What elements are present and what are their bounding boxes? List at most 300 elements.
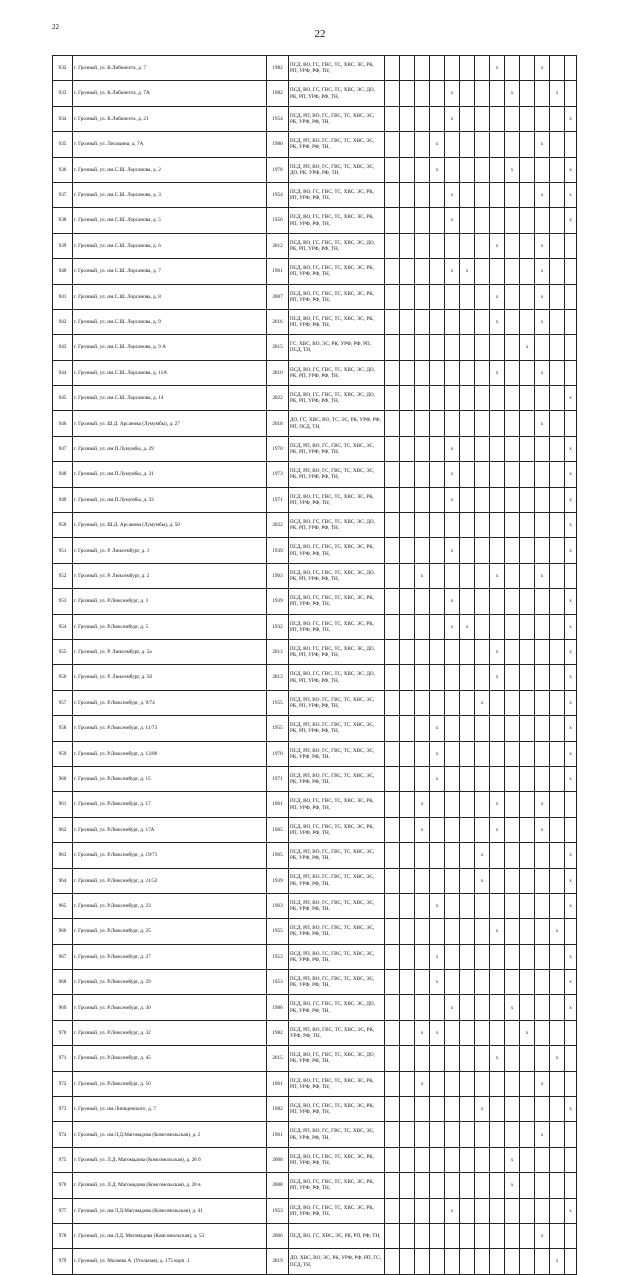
mark-cell (520, 538, 535, 563)
mark-cell (490, 157, 505, 182)
mark-cell (460, 690, 475, 715)
year-cell: 1978 (267, 157, 289, 182)
mark-cell (520, 309, 535, 334)
mark-cell (505, 208, 520, 233)
mark-cell (505, 868, 520, 893)
mark-cell (385, 1223, 400, 1248)
mark-cell (475, 1223, 490, 1248)
year-cell: 2007 (267, 284, 289, 309)
mark-cell (505, 309, 520, 334)
works-list-cell: ПСД, ВО, ГС, ГВС, ТС, ХВС, ЭС, РК, РП, УРФ, РФ, ТН, (289, 56, 385, 81)
address-cell: г. Грозный, ул. Р.Люксембург, д. 17А (73, 817, 267, 842)
works-list-cell: ПСД, ВО, ГС, ГВС, ТС, ХВС, ЭС, ДО, РК, РП, УРФ, РФ, ТН, (289, 639, 385, 664)
mark-cell (430, 1147, 445, 1172)
mark-cell (520, 589, 535, 614)
mark-cell (430, 335, 445, 360)
mark-cell (430, 1223, 445, 1248)
mark-cell (490, 487, 505, 512)
works-list-cell: ПСД, ВО, ГС, ХВС, ЭС, РК, РП, РФ, ТН, (289, 1223, 385, 1248)
address-cell: г. Грозный, ул. им.С.Ш. Лорсанова, д. 8 (73, 284, 267, 309)
mark-cell (490, 995, 505, 1020)
mark-cell (535, 487, 550, 512)
mark-cell (400, 919, 415, 944)
mark-cell (535, 919, 550, 944)
mark-cell (445, 563, 460, 588)
mark-cell (535, 893, 550, 918)
mark-cell (460, 639, 475, 664)
mark-cell (385, 843, 400, 868)
mark-cell (565, 284, 577, 309)
mark-cell (490, 259, 505, 284)
mark-cell (430, 1071, 445, 1096)
row-number: 965 (53, 893, 73, 918)
year-cell: 1956 (267, 208, 289, 233)
mark-cell (535, 513, 550, 538)
mark-cell: x (490, 919, 505, 944)
year-cell: 1986 (267, 995, 289, 1020)
mark-cell (505, 639, 520, 664)
mark-cell: x (565, 1198, 577, 1223)
mark-cell (385, 1173, 400, 1198)
mark-cell: x (535, 284, 550, 309)
mark-cell (535, 538, 550, 563)
mark-cell (535, 944, 550, 969)
mark-cell (565, 792, 577, 817)
mark-cell (550, 386, 565, 411)
address-cell: г. Грозный, ул. К.Либкнехта, д. 21 (73, 106, 267, 131)
mark-cell (460, 132, 475, 157)
works-list-cell: ПСД, ВО, ГС, ГВС, ТС, ХВС, ЭС, ДО, РК, РП, УРФ, РФ, ТН, (289, 665, 385, 690)
works-list-cell: ПСД, РП, ВО, ГС, ГВС, ТС, ХВС, ЭС, ДО, РК, УРФ, РФ, ТН, (289, 157, 385, 182)
row-number: 933 (53, 81, 73, 106)
mark-cell (385, 411, 400, 436)
mark-cell: x (565, 868, 577, 893)
mark-cell (430, 1198, 445, 1223)
mark-cell (475, 487, 490, 512)
mark-cell (565, 56, 577, 81)
mark-cell (400, 1097, 415, 1122)
mark-cell: x (430, 157, 445, 182)
row-number: 932 (53, 56, 73, 81)
mark-cell (400, 665, 415, 690)
mark-cell (490, 589, 505, 614)
mark-cell: x (535, 132, 550, 157)
mark-cell (565, 1147, 577, 1172)
mark-cell (415, 157, 430, 182)
mark-cell: x (445, 462, 460, 487)
works-list-cell: ПСД, ВО, ГС, ГВС, ТС, ХВС, ЭС, РК, РП, УРФ, РФ, ТН, (289, 487, 385, 512)
mark-cell: x (535, 1122, 550, 1147)
mark-cell (460, 563, 475, 588)
mark-cell (385, 1020, 400, 1045)
table-row (53, 843, 577, 868)
mark-cell (385, 690, 400, 715)
mark-cell (445, 766, 460, 791)
works-list-cell: ПСД, РП, ВО, ГС, ГВС, ТС, ХВС, ЭС, РК, РП, УРФ, РФ, ТН, (289, 436, 385, 461)
mark-cell (430, 1046, 445, 1071)
works-list-cell: ПСД, ВО, ГС, ГВС, ТС, ХВС, ЭС, РК, РП, УРФ, РФ, ТН, (289, 1147, 385, 1172)
table-row (53, 766, 577, 791)
mark-cell (535, 970, 550, 995)
mark-cell (415, 919, 430, 944)
mark-cell (400, 132, 415, 157)
mark-cell: x (445, 259, 460, 284)
mark-cell: x (445, 436, 460, 461)
mark-cell (520, 944, 535, 969)
table-row (53, 970, 577, 995)
mark-cell: x (535, 56, 550, 81)
mark-cell (490, 513, 505, 538)
mark-cell (445, 1122, 460, 1147)
mark-cell (400, 868, 415, 893)
address-cell: г. Грозный, ул. им.Л.Д.Магомадова (Комсомольская), д. 41 (73, 1198, 267, 1223)
mark-cell (505, 386, 520, 411)
address-cell: г. Грозный, ул. Р.Люксембург, д. 17 (73, 792, 267, 817)
mark-cell (490, 843, 505, 868)
mark-cell (490, 132, 505, 157)
works-list-cell: ГС, ХВС, ВО, ЭС, РК, УРФ, РФ, РП, ПСД, ТН, (289, 335, 385, 360)
year-cell: 1954 (267, 106, 289, 131)
row-number: 944 (53, 360, 73, 385)
page-number-left: 22 (52, 23, 59, 31)
mark-cell (520, 665, 535, 690)
mark-cell (415, 1097, 430, 1122)
mark-cell (520, 259, 535, 284)
year-cell: 1939 (267, 868, 289, 893)
mark-cell (505, 132, 520, 157)
mark-cell (520, 970, 535, 995)
address-cell: г. Грозный, ул. Р. Люксембург, д. 5б (73, 665, 267, 690)
mark-cell (565, 919, 577, 944)
row-number: 974 (53, 1122, 73, 1147)
year-cell: 1970 (267, 436, 289, 461)
mark-cell (475, 259, 490, 284)
mark-cell (535, 81, 550, 106)
mark-cell: x (550, 1249, 565, 1274)
mark-cell (460, 1147, 475, 1172)
row-number: 979 (53, 1249, 73, 1274)
works-list-cell: ПСД, РП, ВО, ГВС, ТС, ХВС, ЭС, РК, УРФ, РФ, ТН, (289, 1020, 385, 1045)
mark-cell (415, 436, 430, 461)
mark-cell (445, 1223, 460, 1248)
year-cell: 1961 (267, 1071, 289, 1096)
mark-cell (475, 106, 490, 131)
mark-cell (445, 741, 460, 766)
mark-cell (550, 360, 565, 385)
mark-cell (535, 716, 550, 741)
table-row (53, 487, 577, 512)
mark-cell (460, 1223, 475, 1248)
mark-cell (400, 487, 415, 512)
mark-cell (475, 563, 490, 588)
mark-cell (520, 995, 535, 1020)
mark-cell (475, 1147, 490, 1172)
mark-cell (400, 716, 415, 741)
works-list-cell: ПСД, ВО, ГС, ГВС, ТС, ХВС, ЭС, РК, РП, УРФ, РФ, ТН, (289, 792, 385, 817)
year-cell: 1939 (267, 589, 289, 614)
mark-cell (520, 56, 535, 81)
mark-cell (505, 487, 520, 512)
row-number: 968 (53, 970, 73, 995)
table-row (53, 1173, 577, 1198)
mark-cell: x (535, 182, 550, 207)
mark-cell: x (490, 639, 505, 664)
year-cell: 1982 (267, 81, 289, 106)
works-list-cell: ПСД, РП, ВО, ГС, ГВС, ТС, ХВС, ЭС, РК, РП, УРФ, РФ, ТН, (289, 716, 385, 741)
mark-cell (475, 182, 490, 207)
year-cell: 1961 (267, 259, 289, 284)
address-cell: г. Грозный, ул. им.П.Лумумбы, д. 29 (73, 436, 267, 461)
mark-cell (430, 589, 445, 614)
mark-cell (415, 614, 430, 639)
mark-cell (460, 868, 475, 893)
mark-cell (385, 233, 400, 258)
mark-cell (550, 233, 565, 258)
mark-cell (550, 843, 565, 868)
works-list-cell: ПСД, ВО, ГС, ГВС, ТС, ХВС, ЭС, ДО, РК, РП, УРФ, РФ, ТН, (289, 563, 385, 588)
mark-cell (445, 868, 460, 893)
mark-cell (400, 893, 415, 918)
mark-cell (550, 538, 565, 563)
address-cell: г. Грозный, ул. Р.Люксембург, д. 5 (73, 614, 267, 639)
mark-cell (520, 893, 535, 918)
table-row (53, 919, 577, 944)
mark-cell (475, 970, 490, 995)
mark-cell (520, 106, 535, 131)
mark-cell: x (505, 157, 520, 182)
address-cell: г. Грозный, ул. им.С.Ш. Лорсанова, д. 6 (73, 233, 267, 258)
row-number: 960 (53, 766, 73, 791)
table-row (53, 182, 577, 207)
mark-cell (520, 1046, 535, 1071)
mark-cell (415, 716, 430, 741)
mark-cell (520, 132, 535, 157)
year-cell: 2010 (267, 360, 289, 385)
mark-cell (505, 792, 520, 817)
mark-cell (445, 335, 460, 360)
mark-cell: x (535, 233, 550, 258)
mark-cell (400, 436, 415, 461)
mark-cell (550, 284, 565, 309)
row-number: 973 (53, 1097, 73, 1122)
row-number: 938 (53, 208, 73, 233)
mark-cell (550, 893, 565, 918)
mark-cell: x (565, 208, 577, 233)
year-cell: 2013 (267, 639, 289, 664)
mark-cell (550, 182, 565, 207)
mark-cell (475, 335, 490, 360)
mark-cell (400, 411, 415, 436)
year-cell: 2012 (267, 233, 289, 258)
mark-cell (490, 1071, 505, 1096)
mark-cell (400, 56, 415, 81)
mark-cell: x (565, 665, 577, 690)
mark-cell: x (565, 843, 577, 868)
mark-cell: x (565, 513, 577, 538)
table-row (53, 284, 577, 309)
mark-cell (550, 1173, 565, 1198)
mark-cell: x (415, 1020, 430, 1045)
mark-cell (460, 1020, 475, 1045)
address-cell: г. Грозный, ул. им.С.Ш. Лорсанова, д. 3 (73, 182, 267, 207)
mark-cell: x (430, 970, 445, 995)
mark-cell: x (415, 563, 430, 588)
table-row (53, 1046, 577, 1071)
mark-cell (415, 893, 430, 918)
mark-cell (430, 792, 445, 817)
address-cell: г. Грозный, ул. Р.Люксембург, д. 30 (73, 995, 267, 1020)
table-row (53, 335, 577, 360)
mark-cell (490, 411, 505, 436)
mark-cell (535, 868, 550, 893)
mark-cell (460, 741, 475, 766)
mark-cell (400, 970, 415, 995)
mark-cell (490, 1122, 505, 1147)
table-row (53, 995, 577, 1020)
mark-cell (550, 157, 565, 182)
mark-cell (505, 182, 520, 207)
table-row (53, 893, 577, 918)
row-number: 978 (53, 1223, 73, 1248)
mark-cell (445, 665, 460, 690)
table-row (53, 132, 577, 157)
mark-cell (415, 386, 430, 411)
mark-cell (505, 893, 520, 918)
mark-cell (535, 741, 550, 766)
address-cell: г. Грозный, ул. Л.Д. Магомадова (Комсомольская), д. 28 в (73, 1173, 267, 1198)
mark-cell (385, 309, 400, 334)
mark-cell (430, 690, 445, 715)
address-cell: г. Грозный, ул. им.С.Ш. Лорсанова, д. 9 А (73, 335, 267, 360)
mark-cell (400, 944, 415, 969)
mark-cell (385, 563, 400, 588)
mark-cell (565, 335, 577, 360)
mark-cell: x (565, 970, 577, 995)
mark-cell: x (490, 56, 505, 81)
table-row (53, 1122, 577, 1147)
works-list-cell: ПСД, РП, ВО, ГС, ГВС, ТС, ХВС, ЭС, РК, УРФ, РФ, ТН, (289, 970, 385, 995)
mark-cell (475, 208, 490, 233)
year-cell: 1954 (267, 182, 289, 207)
mark-cell (430, 1097, 445, 1122)
row-number: 943 (53, 335, 73, 360)
address-cell: г. Грозный, ул. им.П.Лумумбы, д. 33 (73, 487, 267, 512)
year-cell: 2008 (267, 1173, 289, 1198)
mark-cell (520, 360, 535, 385)
table-row (53, 386, 577, 411)
mark-cell (505, 259, 520, 284)
mark-cell (430, 1122, 445, 1147)
works-list-cell: ПСД, ВО, ГС, ГВС, ТС, ХВС, ЭС, РК, РП, УРФ, РФ, ТН, (289, 1097, 385, 1122)
mark-cell (385, 182, 400, 207)
mark-cell (415, 1198, 430, 1223)
address-cell: г. Грозный, ул. Р.Люксембург, д. 15 (73, 766, 267, 791)
works-list-cell: ПСД, ВО, ГС, ГВС, ТС, ХВС, ЭС, РК, РП, УРФ, РФ, ТН, (289, 817, 385, 842)
mark-cell (400, 614, 415, 639)
mark-cell (400, 639, 415, 664)
mark-cell (415, 1173, 430, 1198)
mark-cell (520, 868, 535, 893)
mark-cell (430, 386, 445, 411)
mark-cell (505, 1020, 520, 1045)
year-cell: 2013 (267, 665, 289, 690)
mark-cell (475, 893, 490, 918)
mark-cell (475, 639, 490, 664)
mark-cell (460, 81, 475, 106)
mark-cell (490, 766, 505, 791)
address-cell: г. Грозный, ул. Р.Люксембург, д. 29 (73, 970, 267, 995)
mark-cell (460, 843, 475, 868)
mark-cell (550, 716, 565, 741)
mark-cell (430, 487, 445, 512)
mark-cell (520, 843, 535, 868)
year-cell: 1932 (267, 614, 289, 639)
mark-cell (505, 1046, 520, 1071)
mark-cell: x (550, 919, 565, 944)
mark-cell: x (505, 1173, 520, 1198)
mark-cell (415, 360, 430, 385)
table-row (53, 208, 577, 233)
mark-cell (385, 132, 400, 157)
mark-cell (445, 970, 460, 995)
works-list-cell: ДО, ХВС, ВО, ЭС, РК, УРФ, РФ, РП, ГС, ПСД, ТН, (289, 1249, 385, 1274)
mark-cell (475, 284, 490, 309)
mark-cell (535, 1147, 550, 1172)
mark-cell (505, 513, 520, 538)
mark-cell (400, 1173, 415, 1198)
mark-cell (430, 56, 445, 81)
mark-cell (385, 1071, 400, 1096)
works-list-cell: ПСД, РП, ВО, ГС, ГВС, ТС, ХВС, ЭС, РК, РП, УРФ, РФ, ТН, (289, 690, 385, 715)
mark-cell (460, 1071, 475, 1096)
mark-cell (460, 157, 475, 182)
mark-cell (385, 639, 400, 664)
address-cell: г. Грозный, ул. Р. Люксембург, д. 2 (73, 563, 267, 588)
mark-cell (520, 182, 535, 207)
mark-cell (460, 513, 475, 538)
mark-cell (430, 665, 445, 690)
works-list-cell: ПСД, РП, ВО, ГС, ГВС, ТС, ХВС, ЭС, РК, УРФ, РФ, ТН, (289, 1122, 385, 1147)
mark-cell (550, 106, 565, 131)
mark-cell (520, 411, 535, 436)
year-cell: 2022 (267, 513, 289, 538)
mark-cell (445, 716, 460, 741)
mark-cell (415, 1147, 430, 1172)
mark-cell (505, 1198, 520, 1223)
mark-cell (565, 563, 577, 588)
mark-cell (520, 513, 535, 538)
mark-cell (415, 665, 430, 690)
mark-cell: x (565, 589, 577, 614)
mark-cell (385, 538, 400, 563)
row-number: 955 (53, 639, 73, 664)
mark-cell: x (520, 335, 535, 360)
mark-cell (460, 538, 475, 563)
row-number: 948 (53, 462, 73, 487)
mark-cell (535, 589, 550, 614)
row-number: 961 (53, 792, 73, 817)
mark-cell (565, 1223, 577, 1248)
mark-cell: x (475, 1097, 490, 1122)
works-list-cell: ПСД, РП, ВО, ГС, ГВС, ТС, ХВС, ЭС, РК, УРФ, РФ, ТН, (289, 766, 385, 791)
mark-cell (475, 1173, 490, 1198)
mark-cell (400, 1223, 415, 1248)
year-cell: 2008 (267, 1147, 289, 1172)
mark-cell: x (460, 614, 475, 639)
mark-cell: x (430, 893, 445, 918)
row-number: 951 (53, 538, 73, 563)
mark-cell (505, 589, 520, 614)
